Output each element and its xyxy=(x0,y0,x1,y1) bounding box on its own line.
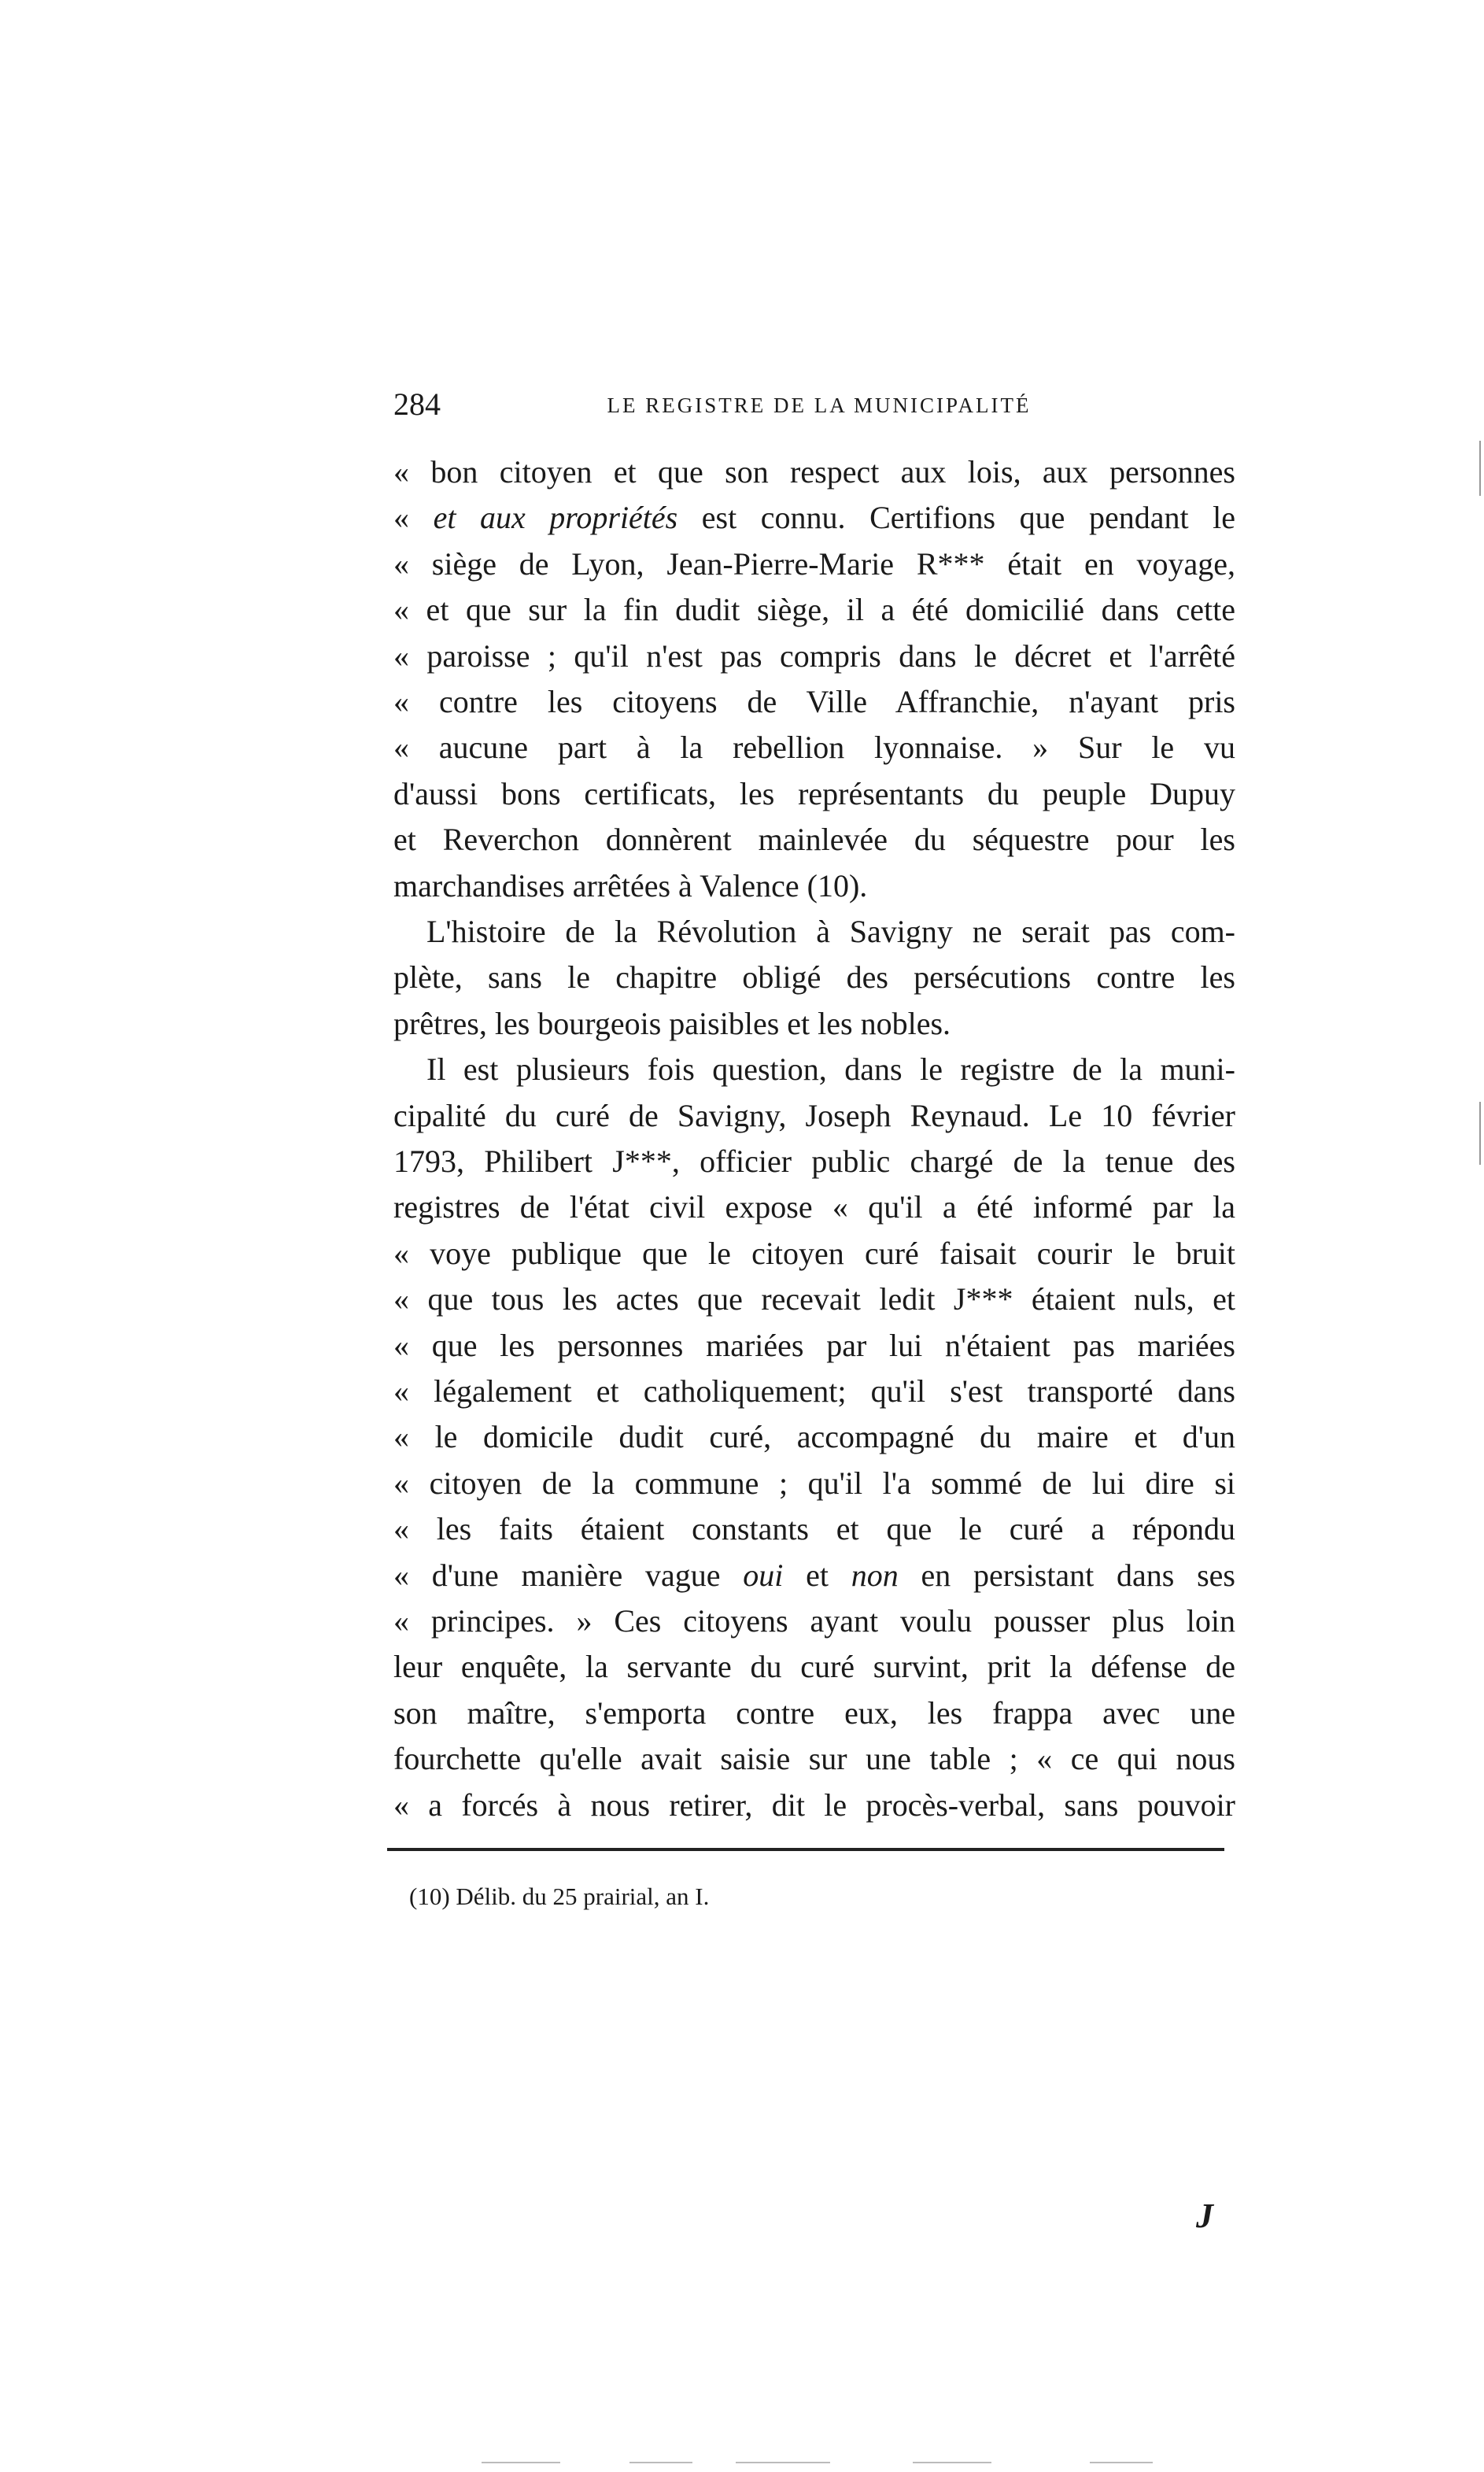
text-segment: cipalité du curé de Savigny, Joseph Reynaud. Le 10 février xyxy=(393,1097,1235,1133)
text-segment: « aucune part à la rebellion lyonnaise. » Sur le vu xyxy=(393,730,1235,766)
text-segment: « voye publique que le citoyen curé faisait courir le bruit xyxy=(393,1235,1235,1271)
text-line xyxy=(393,1096,1235,1136)
text-line xyxy=(393,1188,1235,1227)
text-segment: « bon citoyen et que son respect aux lois, aux personnes xyxy=(393,454,1235,490)
text-segment: « les faits étaient constants et que le curé a répondu xyxy=(393,1511,1235,1547)
text-segment: « xyxy=(393,500,434,536)
running-head: LE REGISTRE DE LA MUNICIPALITÉ xyxy=(607,394,1032,417)
text-segment: « que tous les actes que recevait ledit J*** étaient nuls, et xyxy=(393,1281,1235,1317)
text-segment: « que les personnes mariées par lui n'étaient pas mariées xyxy=(393,1327,1235,1363)
page-number: 284 xyxy=(393,386,441,422)
text-segment: 1793, Philibert J***, officier public chargé de la tenue des xyxy=(393,1144,1235,1179)
edge-mark xyxy=(482,2462,560,2463)
text-line xyxy=(393,1280,1235,1319)
text-line xyxy=(393,453,1235,492)
text-line xyxy=(393,1004,1235,1044)
text-line xyxy=(426,912,1235,951)
text-segment: et xyxy=(783,1557,851,1593)
text-segment: et Reverchon donnèrent mainlevée du séquestre pour les xyxy=(393,822,1235,858)
italic-text: et aux propriétés xyxy=(433,500,678,536)
text-line xyxy=(393,1142,1235,1181)
text-line xyxy=(393,1602,1235,1641)
text-line xyxy=(393,637,1235,676)
text-line xyxy=(393,1786,1235,1825)
text-segment: Il est plusieurs fois question, dans le registre de la muni- xyxy=(426,1051,1235,1088)
edge-mark xyxy=(913,2462,991,2463)
text-line xyxy=(393,1464,1235,1503)
text-segment: « le domicile dudit curé, accompagné du maire et d'un xyxy=(393,1419,1235,1455)
edge-mark xyxy=(629,2462,692,2463)
text-line xyxy=(393,1234,1235,1273)
text-line xyxy=(393,1556,1235,1595)
text-segment: « principes. » Ces citoyens ayant voulu pousser plus loin xyxy=(393,1603,1235,1639)
text-line xyxy=(393,866,1235,906)
text-line xyxy=(393,958,1235,997)
text-segment: « d'une manière vague xyxy=(393,1557,744,1593)
footnote: (10) Délib. du 25 prairial, an I. xyxy=(409,1883,710,1910)
text-segment: leur enquête, la servante du curé survint, prit la défense de xyxy=(393,1649,1235,1685)
edge-mark xyxy=(1090,2462,1153,2463)
text-line xyxy=(426,1050,1235,1089)
text-line xyxy=(393,774,1235,814)
margin-mark: J xyxy=(1196,2197,1213,2235)
footnote-rule xyxy=(387,1848,1224,1851)
text-segment: « légalement et catholiquement; qu'il s'est transporté dans xyxy=(393,1373,1235,1409)
text-segment: prêtres, les bourgeois paisibles et les nobles. xyxy=(393,1005,951,1041)
text-line xyxy=(393,1739,1235,1779)
text-line xyxy=(393,590,1235,630)
text-line xyxy=(393,1694,1235,1733)
text-segment: est connu. Certifions que pendant le xyxy=(677,500,1235,536)
text-segment: « siège de Lyon, Jean-Pierre-Marie R*** était en voyage, xyxy=(393,545,1235,582)
text-line xyxy=(393,545,1235,584)
text-segment: marchandises arrêtées à Valence (10). xyxy=(393,867,868,903)
text-segment: d'aussi bons certificats, les représentants du peuple Dupuy xyxy=(393,775,1235,811)
text-line xyxy=(393,682,1235,722)
text-segment: « contre les citoyens de Ville Affranchie, n'ayant pris xyxy=(393,684,1235,719)
text-line xyxy=(393,1372,1235,1411)
text-segment: plète, sans le chapitre obligé des persécutions contre les xyxy=(393,959,1235,996)
text-line xyxy=(393,498,1235,538)
edge-mark xyxy=(736,2462,830,2463)
text-line xyxy=(393,1417,1235,1457)
text-segment: « a forcés à nous retirer, dit le procès-verbal, sans pouvoir xyxy=(393,1787,1235,1823)
text-segment: son maître, s'emporta contre eux, les frappa avec une xyxy=(393,1694,1235,1731)
text-segment: L'histoire de la Révolution à Savigny ne serait pas com- xyxy=(426,914,1235,949)
text-segment: « citoyen de la commune ; qu'il l'a sommé de lui dire si xyxy=(393,1465,1235,1501)
edge-mark xyxy=(1479,441,1481,496)
text-segment: « paroisse ; qu'il n'est pas compris dans le décret et l'arrêté xyxy=(393,637,1235,674)
text-line xyxy=(393,1647,1235,1687)
text-line xyxy=(393,1326,1235,1365)
edge-mark xyxy=(1479,1102,1481,1165)
italic-text: non xyxy=(851,1557,899,1593)
text-segment: fourchette qu'elle avait saisie sur une table ; « ce qui nous xyxy=(393,1741,1235,1777)
text-line xyxy=(393,820,1235,859)
text-line xyxy=(393,728,1235,767)
text-segment: en persistant dans ses xyxy=(898,1557,1235,1593)
italic-text: oui xyxy=(743,1557,784,1593)
text-line xyxy=(393,1509,1235,1549)
text-segment: « et que sur la fin dudit siège, il a été domicilié dans cette xyxy=(393,592,1235,628)
text-segment: registres de l'état civil expose « qu'il a été informé par la xyxy=(393,1189,1235,1225)
